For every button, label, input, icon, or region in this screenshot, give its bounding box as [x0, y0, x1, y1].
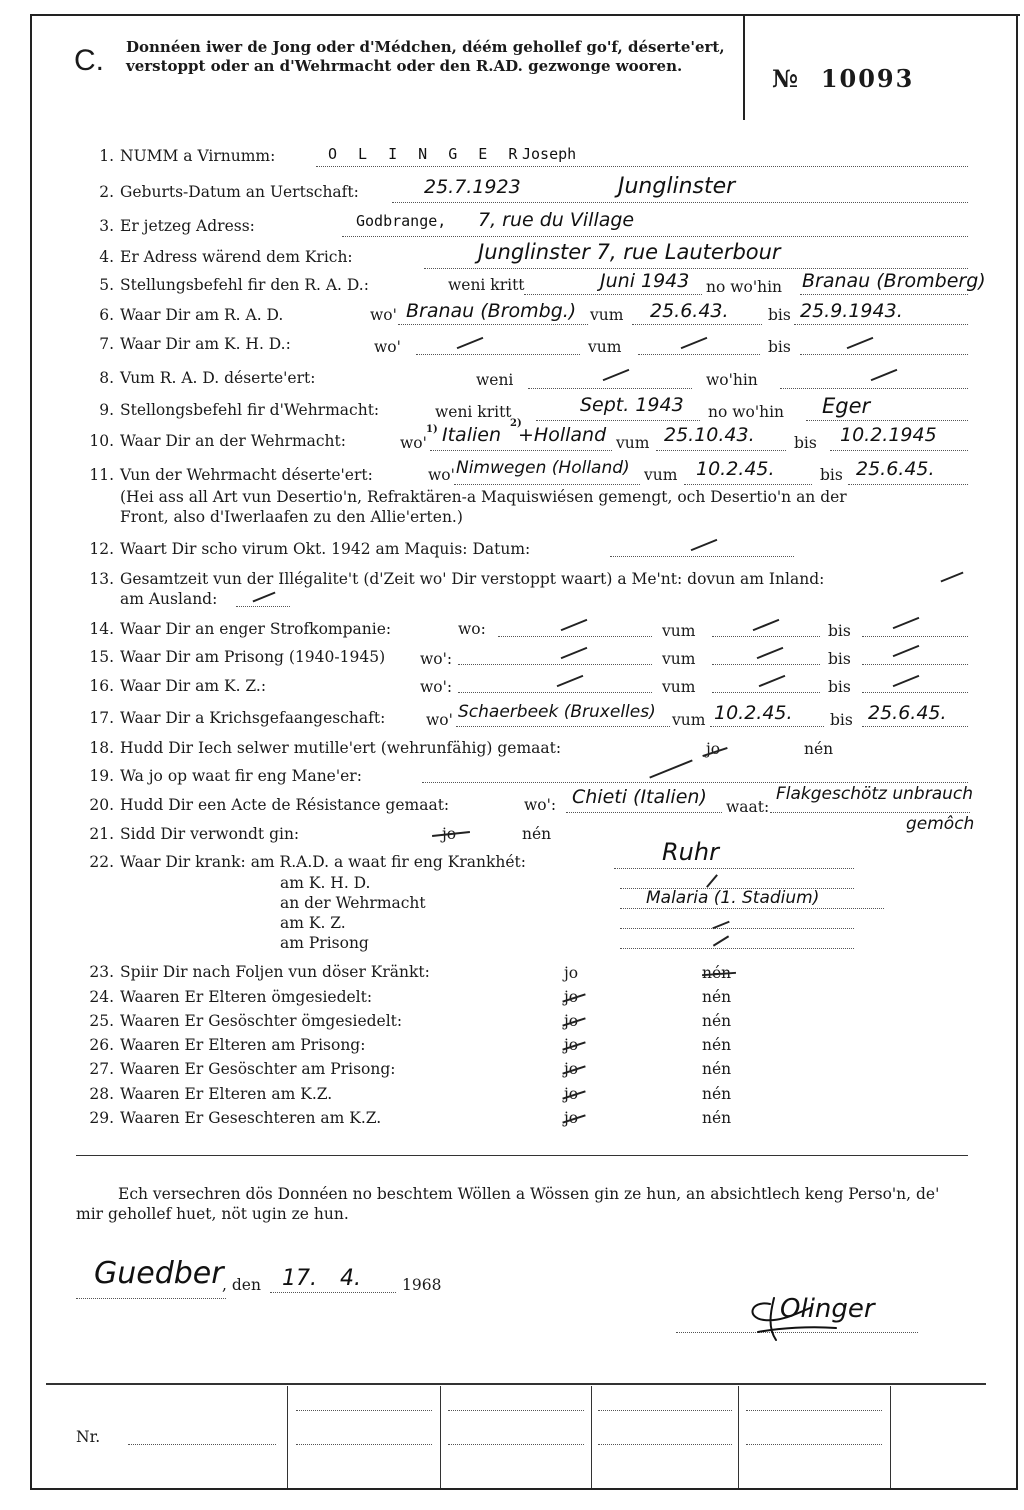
rad-to-line[interactable] [794, 324, 968, 325]
row-label: Waar Dir a Krichsgefaangeschaft: [120, 709, 386, 727]
row-number: 19. [89, 767, 114, 785]
signoff-place: Guedber [94, 1256, 224, 1291]
ausland-label: am Ausland: [120, 590, 218, 608]
row-label: Gesamtzeit vun der Illégalite't (d'Zeit wo' Dir verstoppt waart) a Me'nt: dovun am Inland: [120, 570, 825, 588]
rad-wo-line[interactable] [398, 324, 588, 325]
row-16 [74, 677, 266, 695]
number-sign: № [772, 64, 801, 93]
resistance-what: Flakgeschötz unbrauch [776, 784, 974, 804]
pow-wo-line[interactable] [456, 726, 670, 727]
row-number: 3. [99, 217, 114, 235]
name-line[interactable] [316, 166, 968, 167]
pow-to-line[interactable] [862, 726, 968, 727]
desert-wehr-where: Nimwegen (Holland) [456, 458, 630, 478]
where-label: no wo'hin [706, 278, 783, 296]
desertion-note: (Hei ass all Art vun Desertio'n, Refraktären-a Maquiswiésen gemengt, och Desertio'n an der [120, 488, 847, 506]
bis-label: bis [820, 466, 843, 484]
rad-date-line[interactable] [524, 294, 702, 295]
rad-order-date: Juni 1943 [600, 270, 690, 292]
vum-label: vum [672, 711, 706, 729]
signature: Olinger [780, 1294, 875, 1324]
rad-to: 25.9.1943. [800, 300, 903, 322]
rad-order-place: Branau (Bromberg) [802, 270, 986, 292]
row-number: 27. [89, 1060, 114, 1078]
row-number: 28. [89, 1085, 114, 1103]
row-label: Stellungsbefehl fir den R. A. D.: [120, 276, 369, 294]
yes-option[interactable]: jo [564, 1060, 579, 1078]
row-number: 16. [89, 677, 114, 695]
row-label: Er Adress wärend dem Krich: [120, 248, 353, 266]
row-number: 21. [89, 825, 114, 843]
signature-field [740, 1286, 910, 1346]
nr-line[interactable] [128, 1444, 276, 1445]
khd-wo-line[interactable] [416, 354, 580, 355]
row-label: Waaren Er Gesöschter ömgesiedelt: [120, 1012, 403, 1030]
row-label: Waar Dir am K. Z.: [120, 677, 267, 695]
row-9 [74, 401, 379, 419]
surname: O L I N G E R [328, 145, 524, 163]
no-option[interactable]: nén [702, 1036, 732, 1054]
row-5 [74, 276, 369, 294]
footer-col-divider [890, 1386, 891, 1488]
bis-label: bis [830, 711, 853, 729]
row-13 [74, 570, 824, 588]
illness-kz-label: am K. Z. [280, 914, 346, 932]
rad-where: Branau (Brombg.) [406, 300, 577, 322]
yes-option[interactable]: jo [564, 964, 579, 982]
row-29 [74, 1109, 381, 1127]
when-label: weni kritt [448, 276, 525, 294]
wehr-order-place-line[interactable] [806, 420, 968, 421]
yes-option[interactable]: jo [564, 1109, 579, 1127]
wehr-order-place: Eger [822, 394, 871, 418]
illness-prison-label: am Prisong [280, 934, 369, 952]
desert-wehr-from: 10.2.45. [696, 458, 775, 480]
row-23 [74, 963, 430, 981]
row-7 [74, 335, 291, 353]
wehr-where-2: +Holland [518, 424, 607, 446]
ausland-line[interactable] [236, 606, 290, 607]
row-label: Waaren Er Gesöschter am Prisong: [120, 1060, 396, 1078]
illness-khd-label: am K. H. D. [280, 874, 371, 892]
section-title: Donnéen iwer de Jong oder d'Médchen, déém gehollef go'f, déserte'ert, verstoppt oder an d'Wehrmacht oder den R.AD. gezwonge wooren. [126, 38, 725, 75]
yes-option[interactable]: jo [564, 1085, 579, 1103]
nr-label: Nr. [76, 1428, 101, 1446]
resistance-where: Chieti (Italien) [572, 786, 707, 808]
row-number: 24. [89, 988, 114, 1006]
wo-label: wo: [458, 620, 486, 638]
row-label: Waar Dir an enger Strofkompanie: [120, 620, 392, 638]
wo-label: wo' [374, 338, 401, 356]
strof-from-line[interactable] [712, 636, 820, 637]
address-typed: Godbrange, [356, 212, 447, 230]
row-number: 18. [89, 739, 114, 757]
vum-label: vum [662, 678, 696, 696]
number-value: 10093 [820, 64, 915, 93]
illness-rad: Ruhr [662, 838, 719, 866]
vum-label: vum [590, 306, 624, 324]
frame-bottom-edge [30, 1488, 1016, 1490]
row-label: Waar Dir am K. H. D.: [120, 335, 291, 353]
yes-option[interactable]: jo [564, 1012, 579, 1030]
row-4 [74, 248, 353, 266]
row-26 [74, 1036, 365, 1054]
wohin-label: wo'hin [706, 371, 758, 389]
wehr-to: 10.2.1945 [840, 424, 937, 446]
footer-cell-line[interactable] [448, 1410, 584, 1411]
document-number [772, 64, 914, 93]
row-19 [74, 767, 362, 785]
yes-option[interactable]: jo [564, 988, 579, 1006]
row-21 [74, 825, 299, 843]
row-number: 20. [89, 796, 114, 814]
birth-date: 25.7.1923 [424, 176, 521, 198]
illness-prison-line[interactable] [620, 948, 854, 949]
bis-label: bis [768, 306, 791, 324]
address-hand: 7, rue du Village [478, 209, 635, 231]
row-number: 9. [99, 401, 114, 419]
rad-from-line[interactable] [632, 324, 762, 325]
prison-to-line[interactable] [862, 664, 968, 665]
signoff-year: 1968 [402, 1276, 442, 1294]
row-label: Spiir Dir nach Foljen vun döser Kränkt: [120, 963, 430, 981]
pow-to: 25.6.45. [868, 702, 947, 724]
footer-cell-line[interactable] [746, 1444, 882, 1445]
row-number: 1. [99, 147, 114, 165]
illness-wehr-label: an der Wehrmacht [280, 894, 426, 912]
address-line[interactable] [342, 236, 968, 237]
row-label: Geburts-Datum an Uertschaft: [120, 183, 359, 201]
row-20 [74, 796, 449, 814]
resistance-wo-line[interactable] [566, 812, 722, 813]
row-label: Waar Dir krank: am R.A.D. a waat fir eng Krankhét: [120, 853, 526, 871]
row-8 [74, 369, 315, 387]
row-number: 14. [89, 620, 114, 638]
row-label: Waaren Er Elteren ömgesiedelt: [120, 988, 373, 1006]
row-label: NUMM a Virnumm: [120, 147, 276, 165]
bis-label: bis [794, 434, 817, 452]
wehr-where: Italien [442, 424, 501, 446]
row-number: 7. [99, 335, 114, 353]
wehr-from-line[interactable] [656, 450, 786, 451]
row-27 [74, 1060, 395, 1078]
row-6 [74, 306, 283, 324]
vum-label: vum [588, 338, 622, 356]
yes-option[interactable]: jo [442, 825, 457, 843]
bis-label: bis [828, 650, 851, 668]
row-24 [74, 988, 372, 1006]
no-option[interactable]: nén [702, 1012, 732, 1030]
birth-place: Junglinster [618, 174, 736, 199]
row-10 [74, 432, 346, 450]
footer-cell-line[interactable] [296, 1410, 432, 1411]
row-28 [74, 1085, 332, 1103]
rad-from: 25.6.43. [650, 300, 729, 322]
footer-col-divider [287, 1386, 288, 1488]
desertion-note-2: Front, also d'Iwerlaafen zu den Allie'erten.) [120, 508, 463, 526]
footer-cell-line[interactable] [598, 1410, 732, 1411]
wehr-order-date: Sept. 1943 [580, 394, 684, 416]
row-number: 10. [89, 432, 114, 450]
wehr-order-date-line[interactable] [536, 420, 700, 421]
footer-cell-line[interactable] [448, 1444, 584, 1445]
mutilation-how-line[interactable] [422, 782, 968, 783]
footer-col-divider [440, 1386, 441, 1488]
vum-label: vum [616, 434, 650, 452]
wehr-wo-line[interactable] [430, 450, 612, 451]
war-address: Junglinster 7, rue Lauterbour [478, 240, 781, 264]
wo-label: wo' [428, 466, 455, 484]
illness-wehr: Malaria (1. Stadium) [646, 888, 820, 908]
footer-col-divider [738, 1386, 739, 1488]
desert-wehr-to-line[interactable] [848, 484, 968, 485]
where-label: no wo'hin [708, 403, 785, 421]
footer-cell-line[interactable] [746, 1410, 882, 1411]
vum-label: vum [662, 622, 696, 640]
datum-label: Datum: [472, 540, 531, 558]
pow-where: Schaerbeek (Bruxelles) [458, 702, 656, 722]
illness-wehr-line[interactable] [620, 908, 884, 909]
row-22 [74, 853, 526, 871]
row-number: 2. [99, 183, 114, 201]
row-number: 6. [99, 306, 114, 324]
pow-from: 10.2.45. [714, 702, 793, 724]
wehr-from: 25.10.43. [664, 424, 755, 446]
desert-wehr-wo-line[interactable] [454, 484, 640, 485]
no-option[interactable]: nén [702, 1060, 732, 1078]
signoff-month: 4. [340, 1266, 361, 1291]
wo-label: wo': [524, 796, 557, 814]
kz-from-line[interactable] [712, 692, 820, 693]
no-option[interactable]: nén [702, 988, 732, 1006]
illness-rad-line[interactable] [614, 868, 854, 869]
row-number: 11. [89, 466, 114, 484]
den-label: , den [222, 1276, 261, 1294]
footer-col-divider [591, 1386, 592, 1488]
row-number: 13. [89, 570, 114, 588]
yes-option[interactable]: jo [564, 1036, 579, 1054]
row-label: Hudd Dir een Acte de Résistance gemaat: [120, 796, 450, 814]
kz-wo-line[interactable] [458, 692, 652, 693]
row-number: 8. [99, 369, 114, 387]
row-18 [74, 739, 561, 757]
desert-wehr-from-line[interactable] [684, 484, 812, 485]
prison-wo-line[interactable] [458, 664, 652, 665]
row-number: 23. [89, 963, 114, 981]
when-label: weni kritt [435, 403, 512, 421]
illness-kz-line[interactable] [620, 928, 854, 929]
row-label: Stellongsbefehl fir d'Wehrmacht: [120, 401, 380, 419]
row-label: Wa jo op waat fir eng Mane'er: [120, 767, 362, 785]
row-number: 26. [89, 1036, 114, 1054]
khd-to-line[interactable] [800, 354, 968, 355]
waat-label: waat: [726, 798, 770, 816]
row-label: Vum R. A. D. déserte'ert: [120, 369, 316, 387]
row-14 [74, 620, 391, 638]
row-1 [74, 147, 275, 165]
yes-option[interactable]: jo [706, 740, 721, 758]
desert-rad-when-line[interactable] [528, 388, 692, 389]
kz-to-line[interactable] [862, 692, 968, 693]
section-letter: C. [74, 44, 104, 77]
desert-wehr-to: 25.6.45. [856, 458, 935, 480]
no-option[interactable]: nén [702, 964, 732, 982]
firstname: Joseph [522, 145, 577, 163]
prison-from-line[interactable] [712, 664, 820, 665]
row-label: Hudd Dir Iech selwer mutille'ert (wehrunfähig) gemaat: [120, 739, 562, 757]
row-15 [74, 648, 385, 666]
row-label: Sidd Dir verwondt gin: [120, 825, 300, 843]
row-label: Vun der Wehrmacht déserte'ert: [120, 466, 373, 484]
maquis-date-line[interactable] [610, 556, 794, 557]
header-divider [743, 14, 745, 120]
row-label: Waar Dir an der Wehrmacht: [120, 432, 346, 450]
wo-label: wo' [370, 306, 397, 324]
row-25 [74, 1012, 402, 1030]
row-number: 12. [89, 540, 114, 558]
strof-wo-line[interactable] [498, 636, 652, 637]
pow-from-line[interactable] [710, 726, 824, 727]
no-option[interactable]: nén [702, 1085, 732, 1103]
rad-place-line[interactable] [800, 294, 968, 295]
bis-label: bis [828, 622, 851, 640]
row-11 [74, 466, 373, 484]
no-option[interactable]: nén [522, 825, 552, 843]
row-number: 15. [89, 648, 114, 666]
row-label: Waaren Er Elteren am K.Z. [120, 1085, 333, 1103]
row-3 [74, 217, 255, 235]
no-option[interactable]: nén [804, 740, 834, 758]
frame-right-edge [1016, 14, 1018, 1490]
bis-label: bis [828, 678, 851, 696]
row-number: 17. [89, 709, 114, 727]
footer-cell-line[interactable] [296, 1444, 432, 1445]
row-number: 5. [99, 276, 114, 294]
vum-label: vum [644, 466, 678, 484]
row-number: 25. [89, 1012, 114, 1030]
date-line[interactable] [270, 1292, 396, 1293]
section-separator [76, 1155, 968, 1156]
row-label: Waaren Er Elteren am Prisong: [120, 1036, 366, 1054]
row-label: Waaren Er Geseschteren am K.Z. [120, 1109, 382, 1127]
signoff-day: 17. [282, 1266, 317, 1291]
footer-cell-line[interactable] [598, 1444, 732, 1445]
row-label: Waart Dir scho virum Okt. 1942 am Maquis: [120, 540, 468, 558]
war-address-line[interactable] [424, 268, 968, 269]
strof-to-line[interactable] [862, 636, 968, 637]
desert-rad-where-line[interactable] [780, 388, 968, 389]
resistance-what-line[interactable] [770, 812, 970, 813]
wehr-to-line[interactable] [830, 450, 968, 451]
row-number: 29. [89, 1109, 114, 1127]
footer-top-rule [46, 1383, 986, 1385]
row-17 [74, 709, 385, 727]
khd-from-line[interactable] [638, 354, 760, 355]
resistance-what-2: gemôch [906, 814, 975, 834]
wo-label: wo': [420, 650, 453, 668]
no-option[interactable]: nén [702, 1109, 732, 1127]
wo-label: wo' [426, 711, 453, 729]
wo-label: wo': [420, 678, 453, 696]
declaration-text: Ech versechren dös Donnéen no beschtem Wöllen a Wössen gin ze hun, an absichtlech keng Perso'n, de' mir gehollef huet, nöt ugin ze hun. [76, 1185, 940, 1223]
row-label: Waar Dir am Prisong (1940-1945) [120, 648, 386, 666]
wo-label: wo' [400, 434, 427, 452]
row-number: 4. [99, 248, 114, 266]
weni-label: weni [476, 371, 514, 389]
footnote-2: 2) [510, 418, 522, 429]
place-line[interactable] [76, 1298, 226, 1299]
bis-label: bis [768, 338, 791, 356]
row-label: Waar Dir am R. A. D. [120, 306, 284, 324]
row-12 [74, 540, 530, 558]
row-number: 22. [89, 853, 114, 871]
vum-label: vum [662, 650, 696, 668]
row-2 [74, 183, 359, 201]
birth-line[interactable] [392, 202, 968, 203]
row-label: Er jetzeg Adress: [120, 217, 255, 235]
footnote-1: 1) [426, 424, 438, 435]
